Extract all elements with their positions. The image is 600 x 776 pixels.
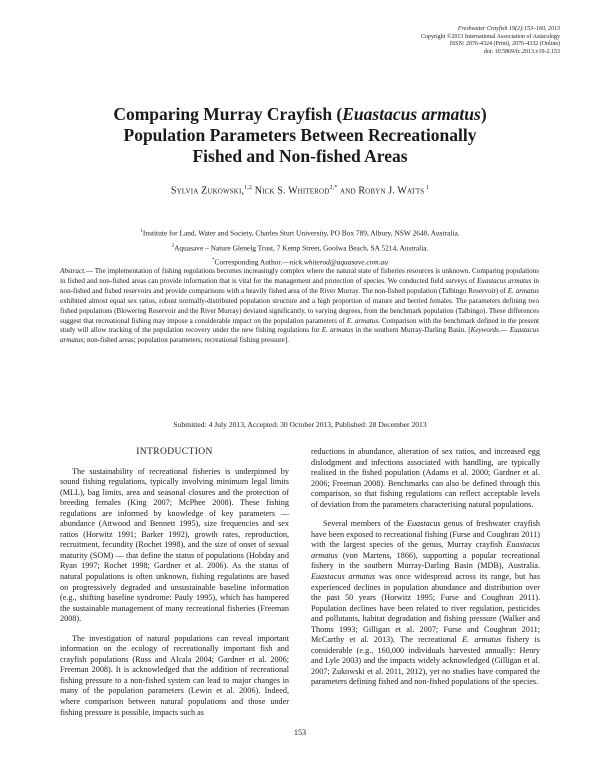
introduction-heading: INTRODUCTION (136, 447, 213, 457)
left-column (60, 447, 289, 718)
author-2: Nick S. Whiterod (252, 185, 330, 197)
affiliation-1: $^1$Institute for Land, Water and Society, Charles Sturt University, PO Box 789, Albury, NSW 2640, Australia. (140, 228, 460, 238)
right-column (311, 447, 540, 688)
submission-dates: Submitted: 4 July 2013, Accepted: 30 October 2013, Published: 28 December 2013 (173, 420, 427, 429)
author-1: Sylvia Zukowski, (170, 185, 245, 197)
author-3: Robyn J. Watts (358, 185, 425, 197)
intro-paragraph-1: The sustainability of recreational fisheries is underpinned by sound fishing regulations, typically involving minimum legal limits (MLL), bag limits, area and seasonal closures and the protection of breeding females (King 2007; McPhee 2008). These fishing regulations are informed by knowledge of key parameters — abundance (Attwood and Bennett 1995), size frequencies and sex ratios (Horwitz 1991; Barker 1992), growth rates, reproduction, recruitment, fecundity (Rochet 1998), and the size of onset of sexual maturity (SOM) — that define the status of populations (Hobday and Ryan 1997; Rochet 1998; Gardner et al. 2006). As the status of natural populations is often unknown, fishing regulations are based on progressively degraded and unsustainable baseline information (e.g., shifting baseline syndrome: Pauly 1995), which has hampered the sustainable management of many recreational fisheries (Freeman 2008). (60, 466, 289, 624)
corresponding-author: *Corresponding Author.—nick.whiterod@aquasave.com.au (212, 257, 388, 267)
copyright-line: Copyright ©2013 International Association of Astacology (420, 33, 560, 40)
keywords-label: Keywords (470, 326, 499, 335)
page-number: 153 (293, 728, 307, 737)
abstract-label: Abstract (60, 267, 85, 275)
journal-citation: Freshwater Crayfish 19(2):153–160, 2013 (457, 26, 560, 32)
affiliations (60, 225, 540, 269)
doi-line: doi: 10.5869/fc.2013.v19-2.153 (483, 48, 560, 55)
title-species: Euastacus armatus (342, 104, 481, 124)
intro-paragraph-2: The investigation of natural populations can reveal important information on the ecology of recreationally important fish and crayfish populations (Russ and Alcala 2004; Gardner et al. 2006; Freeman 2008). It is acknowledged that the addition of recreational fishing pressure to a non-fished system can lead to major changes in many of the population parameters (Lewin et al. 2006). Indeed, where comparison between natural populations and those under fishing pressure is possible, impacts such as (60, 633, 289, 717)
paper-title: Comparing Murray Crayfish (Euastacus armatus) Population Parameters Between Recreationally Fished and Non-fished Areas (113, 104, 487, 166)
journal-header (300, 26, 560, 56)
abstract: Abstract.— The implementation of fishing regulations becomes increasingly complex where the natural state of fisheries resources is unknown. Comparing populations in fished and non-fished areas can provide information that is vital for the management and protection of species. We conducted field surveys of Euastacus armatus in non-fished and fished reservoirs and provide comparisons with a heavily fished area of the River Murray. The non-fished population (Talbingo Reservoir) of E. armatus exhibited almost equal sex ratios, robust normally-distributed population structure and a high proportion of mature and berried females. The parameters defining two fished populations (Blowering Reservoir and the River Murray) deviated significantly, to varying degrees, from the benchmark population (Talbingo). These differences suggest that recreational fishing may impose a considerable impact on the population parameters of E. armatus. Comparison with the benchmark defined in the present study will allow tracking of the population recovery under the new fishing regulations for E. armatus in the southern Murray-Darling Basin. [Keywords.— Euastacus armatus; non-fished areas; population parameters; recreational fishing pressure]. (60, 267, 539, 345)
intro-paragraph-2-continued: reductions in abundance, alteration of sex ratios, and increased egg dislodgment and infections associated with handling, are typically realised in the fished population (Adams et al. 2000; Gardner et al. 2006; Freeman 2008). Benchmarks can also be defined through this comparison, so that fishing regulations can reflect acceptable levels of deviation from the parameters characterising natural populations. (311, 447, 540, 509)
affiliation-2: $^2$Aquasave – Nature Glenelg Trust, 7 Kemp Street, Goolwa Beach, SA 5214, Australia. (171, 243, 429, 253)
intro-paragraph-3: Several members of the Euastacus genus of freshwater crayfish have been exposed to recreational fishing (Furse and Coughran 2011) with the largest species of the genus, Murray crayfish Euastacus armatus (von Martens, 1866), supporting a popular recreational fishery in the southern Murray-Darling Basin (MDB), Australia. Euastacus armatus was once widespread across its range, but has experienced declines in population abundance and distribution over the past 50 years (Horwitz 1995; Furse and Coughran 2011). Population declines have been related to river regulation, pesticides and pollutants, habitat degradation and fishing pressure (Walker and Thoms 1993; Gilligan et al. 2007; Furse and Coughran 2011; McCarthy et al. 2013). The recreational E. armatus fishery is considerable (e.g., 160,000 individuals harvested annually: Henry and Lyle 2003) and the impacts widely acknowledged (Gilligan et al. 2007; Zukowski et al. 2011, 2012), yet no studies have compared the parameters defining fished and non-fished populations of the species. (311, 519, 541, 687)
corresponding-email[interactable]: nick.whiterod@aquasave.com.au (289, 257, 388, 267)
issn-line: ISSN: 2076-4324 (Print), 2076-4332 (Online) (449, 41, 560, 48)
author-list: Sylvia Zukowski,$^{1,2}$ Nick S. Whiterod$^{2,*}$ and Robyn J. Watts $^1$ (170, 185, 430, 197)
